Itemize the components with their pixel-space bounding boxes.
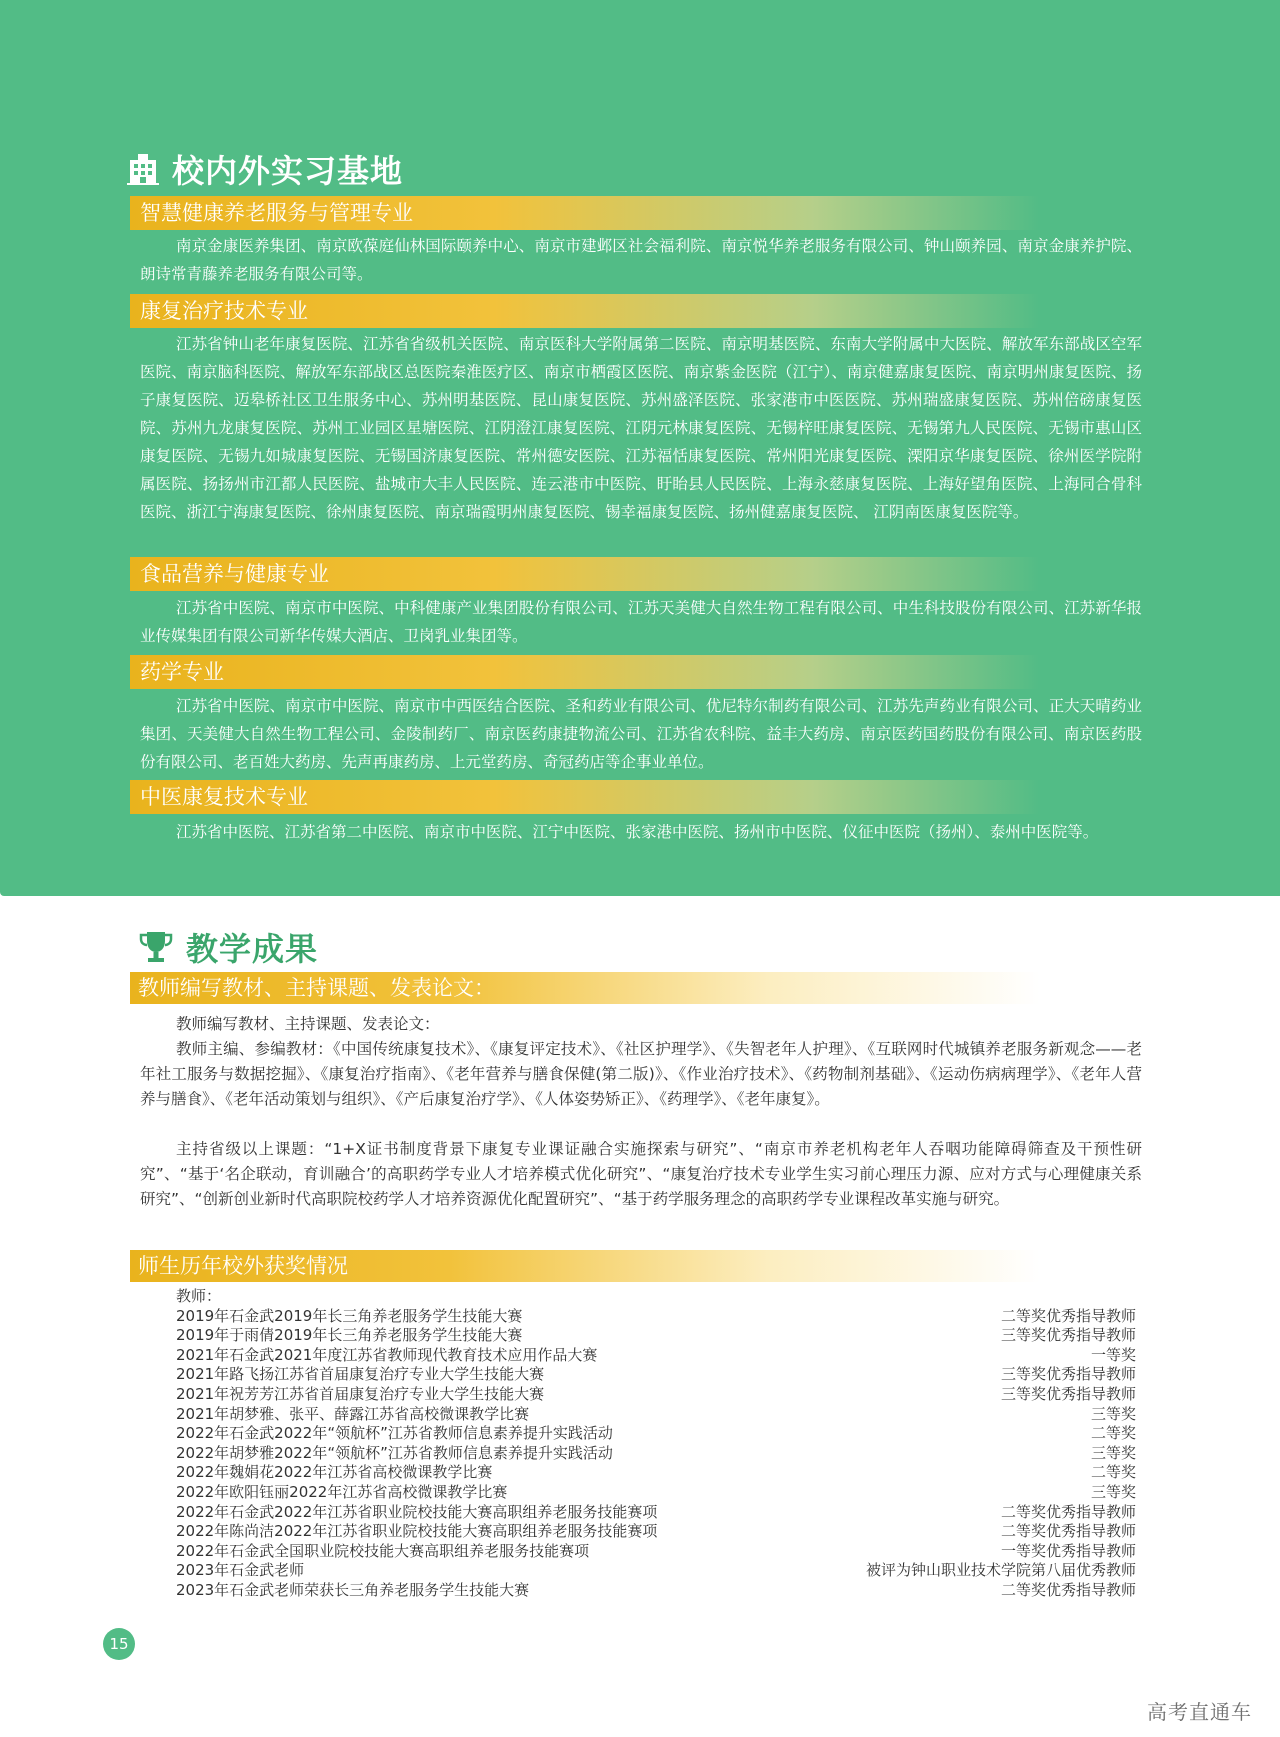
- publications-intro: 教师编写教材、主持课题、发表论文：: [176, 1015, 440, 1033]
- major-header-smart-elderly-care: 智慧健康养老服务与管理专业: [130, 196, 1040, 230]
- award-result: 被评为钟山职业技术学院第八届优秀教师: [865, 1561, 1136, 1580]
- award-item: 2023年石金武老师荣获长三角养老服务学生技能大赛: [176, 1580, 530, 1599]
- award-result: 三等奖: [1090, 1482, 1136, 1501]
- award-result: 二等奖优秀指导教师: [1000, 1522, 1136, 1541]
- section-title-teaching-results: [138, 924, 318, 970]
- award-result: 二等奖优秀指导教师: [1000, 1502, 1136, 1521]
- award-row: [176, 1405, 1136, 1425]
- award-result: 一等奖优秀指导教师: [1000, 1541, 1136, 1560]
- award-item: 2022年魏娟花2022年江苏省高校微课教学比赛: [176, 1463, 493, 1482]
- award-row: [176, 1365, 1136, 1385]
- award-item: 2022年石金武2022年江苏省职业院校技能大赛高职组养老服务技能赛项: [176, 1502, 658, 1521]
- subheader-awards: 师生历年校外获奖情况: [130, 1250, 1040, 1282]
- award-item: 2019年石金武2019年长三角养老服务学生技能大赛: [176, 1306, 523, 1325]
- major-bases-rehab-therapy: 江苏省钟山老年康复医院、江苏省省级机关医院、南京医科大学附属第二医院、南京明基医院、东南大学附属中大医院、解放军东部战区空军医院、南京脑科医院、解放军东部战区总医院秦淮医疗区、南京市栖霞区医院、南京紫金医院（江宁）、南京健嘉康复医院、南京明州康复医院、扬子康复医院、迈皋桥社区卫生服务中心、苏州明基医院、昆山康复医院、苏州盛泽医院、张家港市中医医院、苏州瑞盛康复医院、苏州倍磅康复医院、苏州九龙康复医院、苏州工业园区星塘医院、江阴澄江康复医院、江阴元林康复医院、无锡梓旺康复医院、无锡第九人民医院、无锡市惠山区康复医院、无锡九如城康复医院、无锡国济康复医院、常州德安医院、江苏福恬康复医院、常州阳光康复医院、溧阳京华康复医院、徐州医学院附属医院、扬扬州市江都人民医院、盐城市大丰人民医院、连云港市中医院、盱眙县人民医院、上海永慈康复医院、上海好望角医院、上海同合骨科医院、浙江宁海康复医院、徐州康复医院、南京瑞霞明州康复医院、锡幸福康复医院、扬州健嘉康复医院、 江阴南医康复医院等。: [140, 335, 1142, 521]
- award-row: [176, 1307, 1136, 1327]
- award-row: [176, 1522, 1136, 1542]
- award-row: [176, 1503, 1136, 1523]
- award-row: [176, 1483, 1136, 1503]
- award-item: 2021年胡梦雅、张平、薛露江苏省高校微课教学比赛: [176, 1404, 530, 1423]
- award-item: 2019年于雨倩2019年长三角养老服务学生技能大赛: [176, 1326, 523, 1345]
- award-row: [176, 1561, 1136, 1581]
- major-bases-tcm-rehab: 江苏省中医院、江苏省第二中医院、南京市中医院、江宁中医院、张家港中医院、扬州市中医院、仪征中医院（扬州）、泰州中医院等。: [176, 823, 1099, 841]
- award-result: 三等奖优秀指导教师: [1000, 1384, 1136, 1403]
- section-title-practice-bases: [126, 146, 403, 192]
- award-result: 三等奖优秀指导教师: [1000, 1365, 1136, 1384]
- award-result: 二等奖: [1090, 1424, 1136, 1443]
- award-result: 二等奖优秀指导教师: [1000, 1306, 1136, 1325]
- major-bases-pharmacy: 江苏省中医院、南京市中医院、南京市中西医结合医院、圣和药业有限公司、优尼特尔制药有限公司、江苏先声药业有限公司、正大天晴药业集团、天美健大自然生物工程公司、金陵制药厂、南京医药康捷物流公司、江苏省农科院、益丰大药房、南京医药国药股份有限公司、南京医药股份有限公司、老百姓大药房、先声再康药房、上元堂药房、奇冠药店等企事业单位。: [140, 697, 1142, 771]
- award-result: 三等奖: [1090, 1443, 1136, 1462]
- award-item: 2022年石金武全国职业院校技能大赛高职组养老服务技能赛项: [176, 1541, 590, 1560]
- textbooks-paragraph: 教师主编、参编教材：《中国传统康复技术》、《康复评定技术》、《社区护理学》、《失智老年人护理》、《互联网时代城镇养老服务新观念——老年社工服务与数据挖掘》、《康复治疗指南》、《老年营养与膳食保健(第二版)》、《作业治疗技术》、《药物制剂基础》、《运动伤病病理学》、《老年人营养与膳食》、《老年活动策划与组织》、《产后康复治疗学》、《人体姿势矫正》、《药理学》、《老年康复》。: [140, 1040, 1142, 1108]
- trophy-icon: [138, 929, 174, 965]
- award-item: 2023年石金武老师: [176, 1561, 305, 1580]
- award-item: 2021年石金武2021年度江苏省教师现代教育技术应用作品大赛: [176, 1345, 598, 1364]
- award-row: [176, 1346, 1136, 1366]
- award-result: 三等奖优秀指导教师: [1000, 1326, 1136, 1345]
- award-item: 2022年胡梦雅2022年“领航杯”江苏省教师信息素养提升实践活动: [176, 1443, 613, 1462]
- watermark-text: 高考直通车: [1147, 1700, 1252, 1724]
- award-result: 二等奖优秀指导教师: [1000, 1580, 1136, 1599]
- award-row: [176, 1424, 1136, 1444]
- building-icon: [126, 152, 160, 186]
- subheader-teacher-publications: 教师编写教材、主持课题、发表论文：: [130, 972, 1040, 1004]
- awards-group-label: 教师：: [176, 1287, 222, 1305]
- award-item: 2021年路飞扬江苏省首届康复治疗专业大学生技能大赛: [176, 1365, 545, 1384]
- award-row: [176, 1385, 1136, 1405]
- award-row: [176, 1581, 1136, 1601]
- major-header-rehab-therapy: 康复治疗技术专业: [130, 294, 1040, 328]
- award-result: 二等奖: [1090, 1463, 1136, 1482]
- award-item: 2022年陈尚洁2022年江苏省职业院校技能大赛高职组养老服务技能赛项: [176, 1522, 658, 1541]
- award-row: [176, 1542, 1136, 1562]
- major-header-food-nutrition: 食品营养与健康专业: [130, 557, 1040, 591]
- major-header-tcm-rehab: 中医康复技术专业: [130, 780, 1040, 814]
- section-title-text: 校内外实习基地: [172, 152, 404, 190]
- research-projects-paragraph: 主持省级以上课题：“1+X证书制度背景下康复专业课证融合实施探索与研究”、“南京市养老机构老年人吞咽功能障碍筛查及干预性研究”、“基于‘名企联动，育训融合’的高职药学专业人才培养模式优化研究”、“康复治疗技术专业学生实习前心理压力源、应对方式与心理健康关系研究”、“创新创业新时代高职院校药学人才培养资源优化配置研究”、“基于药学服务理念的高职药学专业课程改革实施与研究。: [140, 1140, 1142, 1208]
- award-item: 2021年祝芳芳江苏省首届康复治疗专业大学生技能大赛: [176, 1384, 545, 1403]
- awards-list: [176, 1287, 1136, 1601]
- award-row: [176, 1444, 1136, 1464]
- award-item: 2022年石金武2022年“领航杯”江苏省教师信息素养提升实践活动: [176, 1424, 613, 1443]
- section-title-text: 教学成果: [186, 930, 319, 968]
- major-bases-smart-elderly-care: 南京金康医养集团、南京欧葆庭仙林国际颐养中心、南京市建邺区社会福利院、南京悦华养老服务有限公司、钟山颐养园、南京金康养护院、朗诗常青藤养老服务有限公司等。: [140, 237, 1142, 283]
- award-item: 2022年欧阳钰丽2022年江苏省高校微课教学比赛: [176, 1482, 508, 1501]
- award-row: [176, 1463, 1136, 1483]
- award-result: 三等奖: [1090, 1404, 1136, 1423]
- major-bases-food-nutrition: 江苏省中医院、南京市中医院、中科健康产业集团股份有限公司、江苏天美健大自然生物工程有限公司、中生科技股份有限公司、江苏新华报业传媒集团有限公司新华传媒大酒店、卫岗乳业集团等。: [140, 599, 1142, 645]
- award-row: [176, 1326, 1136, 1346]
- page-number: 15: [103, 1628, 135, 1660]
- major-header-pharmacy: 药学专业: [130, 655, 1040, 689]
- award-result: 一等奖: [1090, 1345, 1136, 1364]
